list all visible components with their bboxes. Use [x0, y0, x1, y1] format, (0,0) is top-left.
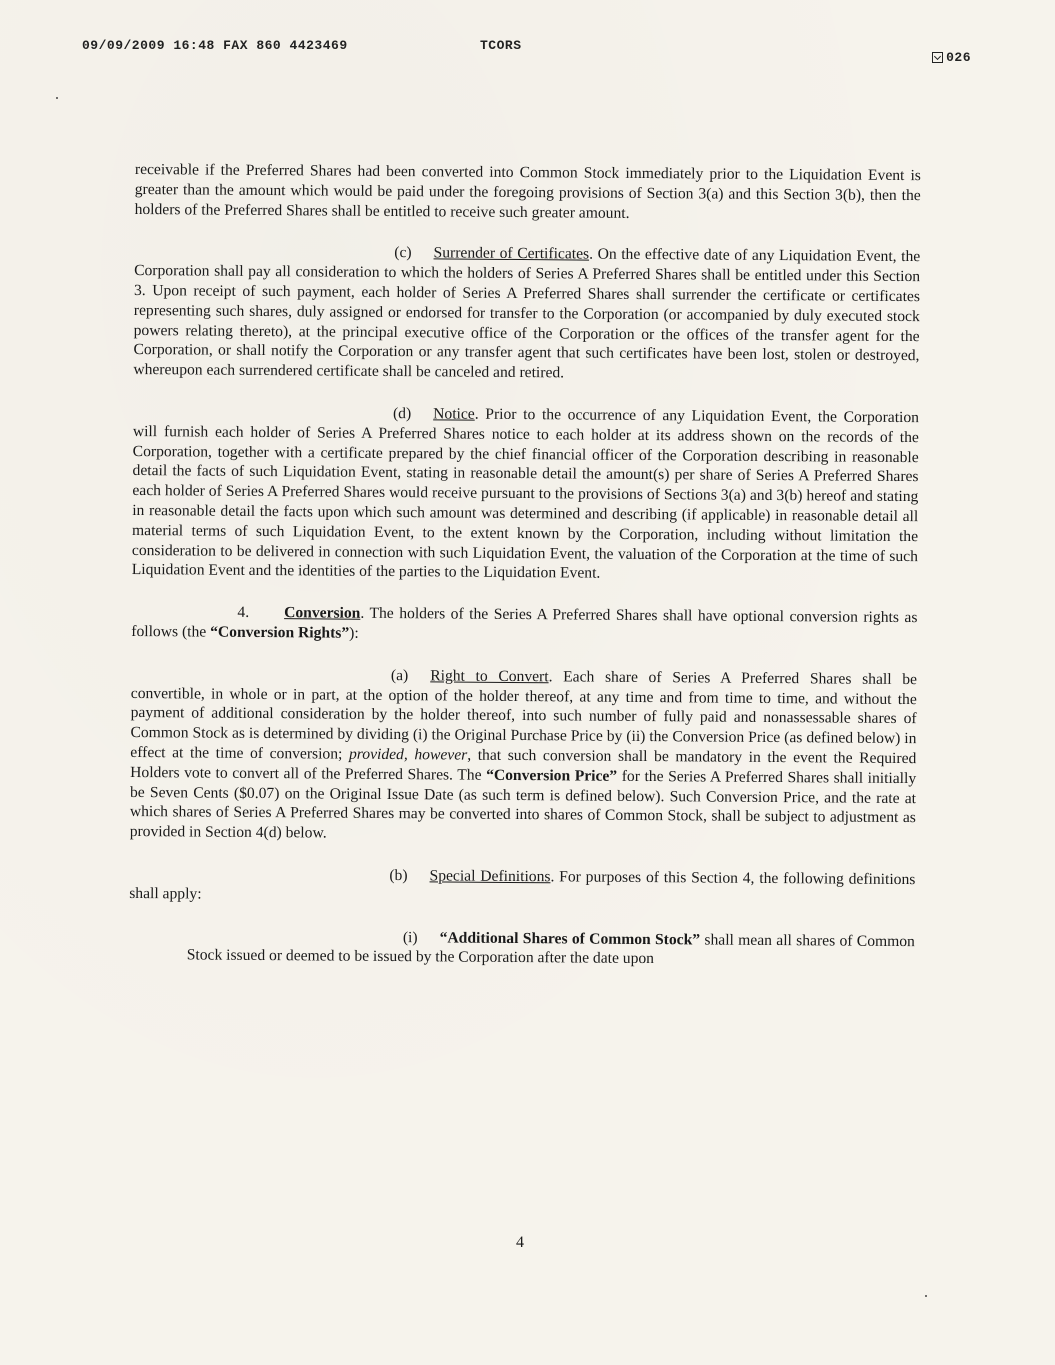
clause-label: (i) — [402, 928, 418, 946]
fax-page-counter — [932, 50, 971, 65]
clause-text: . Prior to the occurrence of any Liquidation Event, the Corporation will furnish each holder of Series A Preferred Shares notice to each holder at its address shown on the records of the Corporation, together with a certificate prepared by the chief financial officer of the Corporation describing in reasonable detail the facts of such Liquidation Event, stating in reasonable detail the amount(s) per share of Series A Preferred Shares each holder of Series A Preferred Shares would receive pursuant to the provisions of Sections 3(a) and 3(b) hereof and stating in reasonable detail the facts upon which such amount was determined and describing (if applicable) in reasonable detail all material terms of such Liquidation Event, to the extent known by the Corporation, including without limitation the consideration to be delivered in connection with such Liquidation Event, the valuation of the Corporation at the time of such Liquidation Event and the identities of the parties to the Liquidation Event. — [131, 405, 920, 583]
clause-text: . On the effective date of any Liquidation Event, the Corporation shall pay all consideration to which the holders of Series A Preferred Shares shall be entitled under this Section 3. Upon receipt of such payment, each holder of Series A Preferred Shares shall surrender the certificate or certificates representing such shares, duly assigned or endorsed for transfer to the Corporation (or accompanied by duly executed stock powers relating thereto), at the principal executive office of the Corporation or the offices of the transfer agent for the Corporation, or shall notify the Corporation or any transfer agent that such certificates have been lost, stolen or destroyed, whereupon each surrendered certificate shall be canceled and retired. — [133, 245, 921, 382]
paragraph-3d — [132, 402, 919, 586]
paragraph-4b-i — [129, 925, 915, 971]
fax-page-icon — [932, 52, 943, 63]
fax-sender-id: TCORS — [480, 38, 522, 53]
clause-heading: Notice — [433, 405, 475, 423]
section-text: ): — [349, 624, 359, 642]
clause-heading: Surrender of Certificates — [433, 244, 590, 263]
defined-term: “Additional Shares of Common Stock” — [439, 928, 701, 948]
clause-label: (a) — [390, 666, 409, 684]
clause-text: . Each share of Series A Preferred Shares shall be convertible, in whole or in part, at the option of the holder thereof, at any time and from time to time, and without the payment of additional consideration by the holder thereof, into such number of fully paid and nonassessable shares of Common Stock as is determined by dividing (i) the Original Purchase Price by (ii) the Conversion Price (as defined below) in effect at the time of conversion; — [130, 667, 918, 763]
italic-phrase: provided, however — [348, 745, 468, 764]
section-4 — [131, 602, 917, 648]
clause-label: (d) — [392, 405, 412, 423]
clause-text: for the Series A Preferred Shares shall initially be Seven Cents ($0.07) on the Original Issue Date (as such term is defined below). Such Conversion Price, and the rate at which shares of Series A Preferred Shares may be converted into shares of Common Stock, shall be subject to adjustment as provided in Section 4(d) below. — [129, 767, 917, 842]
clause-heading: Right to Convert — [430, 667, 549, 685]
clause-label: (c) — [394, 244, 412, 262]
document-body — [129, 160, 921, 993]
paragraph-3c — [133, 241, 920, 386]
defined-term: “Conversion Price” — [486, 766, 618, 785]
paragraph-4a — [130, 664, 917, 848]
clause-text: shall mean all shares of Common Stock issued or deemed to be issued by the Corporation after the date upon — [186, 930, 915, 968]
section-number: 4. — [237, 603, 250, 622]
paragraph-4b — [129, 864, 915, 910]
clause-text: . For purposes of this Section 4, the following definitions shall apply: — [129, 868, 916, 903]
clause-heading: Special Definitions — [429, 867, 551, 886]
section-heading: Conversion — [284, 604, 361, 622]
paragraph-text: receivable if the Preferred Shares had been converted into Common Stock immediately prior to the Liquidation Event is greater than the amount which would be paid under the foregoing provisions of Section 3(a) and this Section 3(b), then the holders of the Preferred Shares shall be entitled to receive such greater amount. — [134, 160, 921, 222]
page-number: 4 — [516, 1234, 524, 1251]
fax-page-number: 026 — [946, 50, 971, 65]
defined-term: “Conversion Rights” — [210, 623, 350, 642]
fax-timestamp-line: 09/09/2009 16:48 FAX 860 4423469 — [82, 38, 348, 53]
clause-text: , that such conversion shall be mandatory in the event the Required Holders vote to convert all of the Preferred Shares. The — [130, 746, 917, 784]
paragraph-continuation — [135, 160, 921, 226]
clause-label: (b) — [389, 866, 408, 885]
section-text: . The holders of the Series A Preferred Shares shall have optional conversion rights as follows (the — [131, 604, 918, 641]
scan-speck — [56, 97, 58, 99]
scan-speck — [925, 1295, 927, 1297]
